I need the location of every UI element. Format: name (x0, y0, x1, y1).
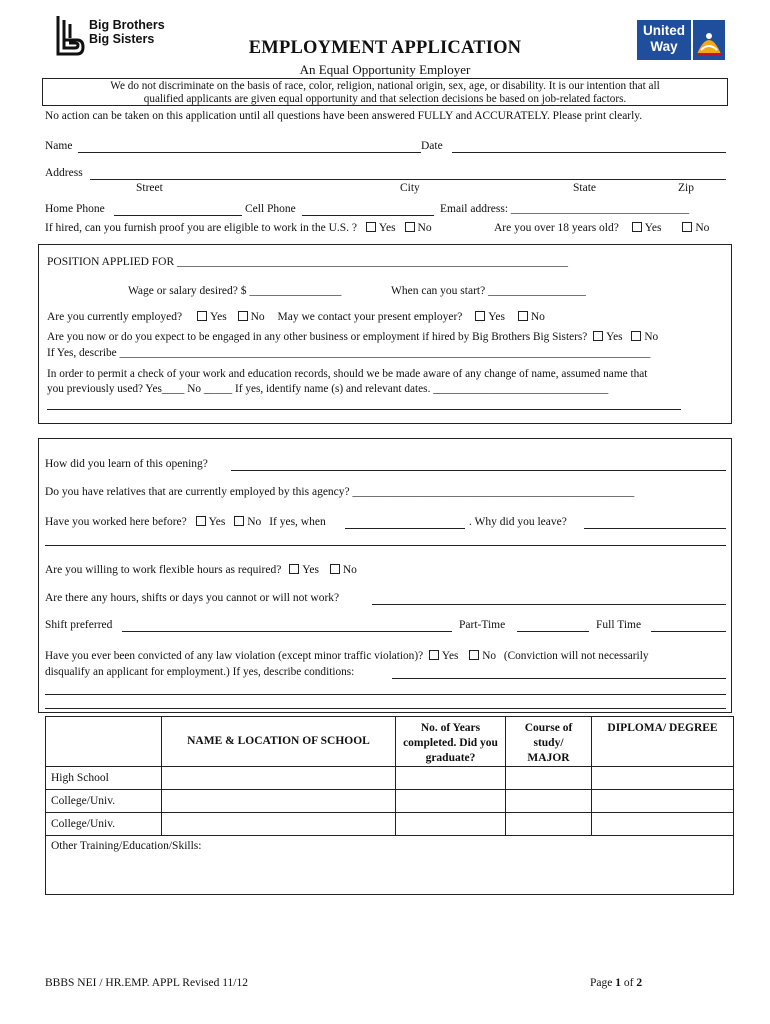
why-leave-continued-field[interactable] (45, 545, 726, 546)
full-time-field[interactable] (651, 631, 726, 632)
page-prefix: Page (590, 977, 616, 989)
conviction-no-checkbox[interactable] (469, 650, 479, 660)
table-row (46, 813, 734, 836)
table-row (46, 836, 734, 895)
college-2-years-cell[interactable] (396, 813, 506, 836)
hours-cannot-field[interactable] (372, 604, 726, 605)
page-subtitle: An Equal Opportunity Employer (299, 62, 471, 77)
start-date-field[interactable]: When can you start? _________________ (391, 285, 586, 297)
if-yes-when-label: If yes, when (269, 516, 326, 528)
worked-before-question: Have you worked here before? (45, 516, 187, 528)
conviction-no-label: No (482, 650, 497, 662)
other-business-no-checkbox[interactable] (631, 331, 641, 341)
employed-yes-checkbox[interactable] (197, 311, 207, 321)
education-header-row (46, 717, 734, 767)
college-1-label: College/Univ. (46, 790, 162, 813)
united-way-line2: Way (650, 39, 678, 54)
records-text-line2[interactable]: you previously used? Yes____ No _____ If yes, identify name (s) and relevant dates. _______________________________ (47, 383, 609, 395)
worked-before-no-checkbox[interactable] (234, 516, 244, 526)
flexible-yes-checkbox[interactable] (289, 564, 299, 574)
eligible-no-checkbox[interactable] (405, 222, 415, 232)
logo-text-line2: Big Sisters (89, 32, 155, 46)
contact-no-checkbox[interactable] (518, 311, 528, 321)
page-indicator (590, 977, 642, 989)
school-name-header: NAME & LOCATION OF SCHOOL (162, 717, 396, 767)
college-2-name-cell[interactable] (162, 813, 396, 836)
eligible-no-label: No (417, 222, 432, 234)
part-time-label: Part-Time (459, 619, 506, 631)
over18-question: Are you over 18 years old? (494, 222, 619, 234)
learn-opening-field[interactable] (231, 470, 726, 471)
email-label[interactable]: Email address: _______________________________ (440, 203, 690, 215)
diploma-degree-header: DIPLOMA/ DEGREE (592, 717, 734, 767)
page-title: EMPLOYMENT APPLICATION (248, 38, 522, 58)
contact-no-label: No (530, 311, 545, 323)
zip-label: Zip (678, 182, 694, 194)
worked-before-row (45, 516, 326, 528)
instruction-text: No action can be taken on this application until all questions have been answered FULLY and ACCURATELY. Please print clearly. (45, 110, 643, 122)
over18-yes-checkbox[interactable] (632, 222, 642, 232)
page-of: of (620, 977, 637, 989)
city-label: City (400, 182, 420, 194)
other-training-label: Other Training/Education/Skills: (51, 840, 202, 852)
college-1-years-cell[interactable] (396, 790, 506, 813)
college-2-major-cell[interactable] (506, 813, 592, 836)
contact-yes-label: Yes (488, 311, 505, 323)
shift-preferred-field[interactable] (122, 631, 452, 632)
why-leave-label: . Why did you leave? (469, 516, 567, 528)
why-leave-field[interactable] (584, 528, 726, 529)
other-business-yes-checkbox[interactable] (593, 331, 603, 341)
flexible-hours-row (45, 564, 357, 576)
conviction-describe-line2[interactable] (45, 694, 726, 695)
high-school-label: High School (46, 767, 162, 790)
notice-line2: qualified applicants are given equal opportunity and that selection decisions be based on job-related factors. (143, 93, 627, 105)
employed-yes-label: Yes (209, 311, 227, 323)
if-yes-describe-field[interactable]: If Yes, describe ______________________________________________________________________________________________ (47, 347, 651, 359)
high-school-years-cell[interactable] (396, 767, 506, 790)
over18-no-checkbox[interactable] (682, 222, 692, 232)
work-eligibility-row (45, 222, 432, 234)
page-number: 1 (615, 977, 621, 989)
cell-phone-field[interactable] (302, 215, 434, 216)
high-school-major-cell[interactable] (506, 767, 592, 790)
home-phone-label: Home Phone (45, 203, 105, 215)
flexible-yes-label: Yes (302, 564, 319, 576)
worked-when-field[interactable] (345, 528, 465, 529)
flexible-no-label: No (342, 564, 357, 576)
street-label: Street (136, 182, 163, 194)
table-row (46, 790, 734, 813)
conviction-row (45, 650, 648, 662)
other-business-no-label: No (644, 331, 659, 343)
records-text-line1: In order to permit a check of your work and education records, should we be made aware of any change of name, assumed name that (47, 368, 648, 380)
table-row (46, 767, 734, 790)
course-of-study-header: Course of study/ MAJOR (506, 717, 592, 767)
college-1-name-cell[interactable] (162, 790, 396, 813)
shift-preferred-label: Shift preferred (45, 619, 113, 631)
high-school-name-cell[interactable] (162, 767, 396, 790)
name-field[interactable] (78, 152, 421, 153)
position-applied-field[interactable]: POSITION APPLIED FOR ____________________________________________________________________ (47, 256, 569, 268)
part-time-field[interactable] (517, 631, 589, 632)
cell-phone-label: Cell Phone (245, 203, 296, 215)
form-identifier: BBBS NEI / HR.EMP. APPL Revised 11/12 (45, 977, 248, 989)
employed-no-checkbox[interactable] (238, 311, 248, 321)
over18-no-label: No (695, 222, 710, 234)
work-eligibility-question: If hired, can you furnish proof you are eligible to work in the U.S. ? (45, 222, 358, 234)
other-training-cell[interactable] (46, 836, 734, 895)
relatives-field[interactable]: Do you have relatives that are currently employed by this agency? _________________________________________________ (45, 486, 635, 498)
conviction-question: Have you ever been convicted of any law violation (except minor traffic violation)? (45, 650, 424, 662)
years-completed-header: No. of Years completed. Did you graduate? (396, 717, 506, 767)
conviction-describe-label: disqualify an applicant for employment.) If yes, describe conditions: (45, 666, 355, 678)
logo-text-line1: Big Brothers (89, 18, 165, 32)
worked-before-yes-checkbox[interactable] (196, 516, 206, 526)
worked-before-yes-label: Yes (208, 516, 226, 528)
college-2-degree-cell[interactable] (592, 813, 734, 836)
employed-question: Are you currently employed? (47, 311, 183, 323)
contact-yes-checkbox[interactable] (475, 311, 485, 321)
other-business-row (47, 331, 658, 343)
address-label: Address (45, 167, 83, 179)
united-way-line1: United (643, 23, 685, 38)
state-label: State (573, 182, 596, 194)
page-total: 2 (636, 977, 643, 989)
conviction-describe-line3[interactable] (45, 708, 726, 709)
eligible-yes-checkbox[interactable] (366, 222, 376, 232)
learn-opening-label: How did you learn of this opening? (45, 458, 208, 470)
flexible-no-checkbox[interactable] (330, 564, 340, 574)
name-label: Name (45, 140, 73, 152)
other-business-yes-label: Yes (606, 331, 623, 343)
notice-line1: We do not discriminate on the basis of race, color, religion, national origin, sex, age, or disability. It is our intention that all (110, 80, 660, 92)
over18-yes-label: Yes (644, 222, 662, 234)
wage-field[interactable]: Wage or salary desired? $ ________________ (128, 285, 342, 297)
education-header-blank (46, 717, 162, 767)
employed-no-label: No (250, 311, 265, 323)
conviction-yes-label: Yes (441, 650, 459, 662)
worked-before-no-label: No (247, 516, 262, 528)
date-field[interactable] (452, 152, 726, 153)
eligible-yes-label: Yes (378, 222, 396, 234)
conviction-note: (Conviction will not necessarily (503, 650, 649, 662)
previous-names-field[interactable] (47, 409, 681, 410)
high-school-degree-cell[interactable] (592, 767, 734, 790)
contact-employer-question: May we contact your present employer? (277, 311, 463, 323)
college-1-major-cell[interactable] (506, 790, 592, 813)
home-phone-field[interactable] (114, 215, 242, 216)
college-2-label: College/Univ. (46, 813, 162, 836)
full-time-label: Full Time (596, 619, 642, 631)
hours-cannot-label: Are there any hours, shifts or days you cannot or will not work? (45, 592, 340, 604)
other-business-question: Are you now or do you expect to be engaged in any other business or employment if hired by Big Brothers Big Sisters? (47, 331, 588, 343)
conviction-describe-field[interactable] (392, 678, 726, 679)
employed-row (47, 311, 545, 323)
college-1-degree-cell[interactable] (592, 790, 734, 813)
date-label: Date (421, 140, 443, 152)
conviction-yes-checkbox[interactable] (429, 650, 439, 660)
address-field[interactable] (90, 179, 726, 180)
education-table (45, 716, 734, 895)
over18-row (494, 222, 709, 234)
flexible-hours-question: Are you willing to work flexible hours as required? (45, 564, 282, 576)
nondiscrimination-notice (42, 78, 728, 106)
